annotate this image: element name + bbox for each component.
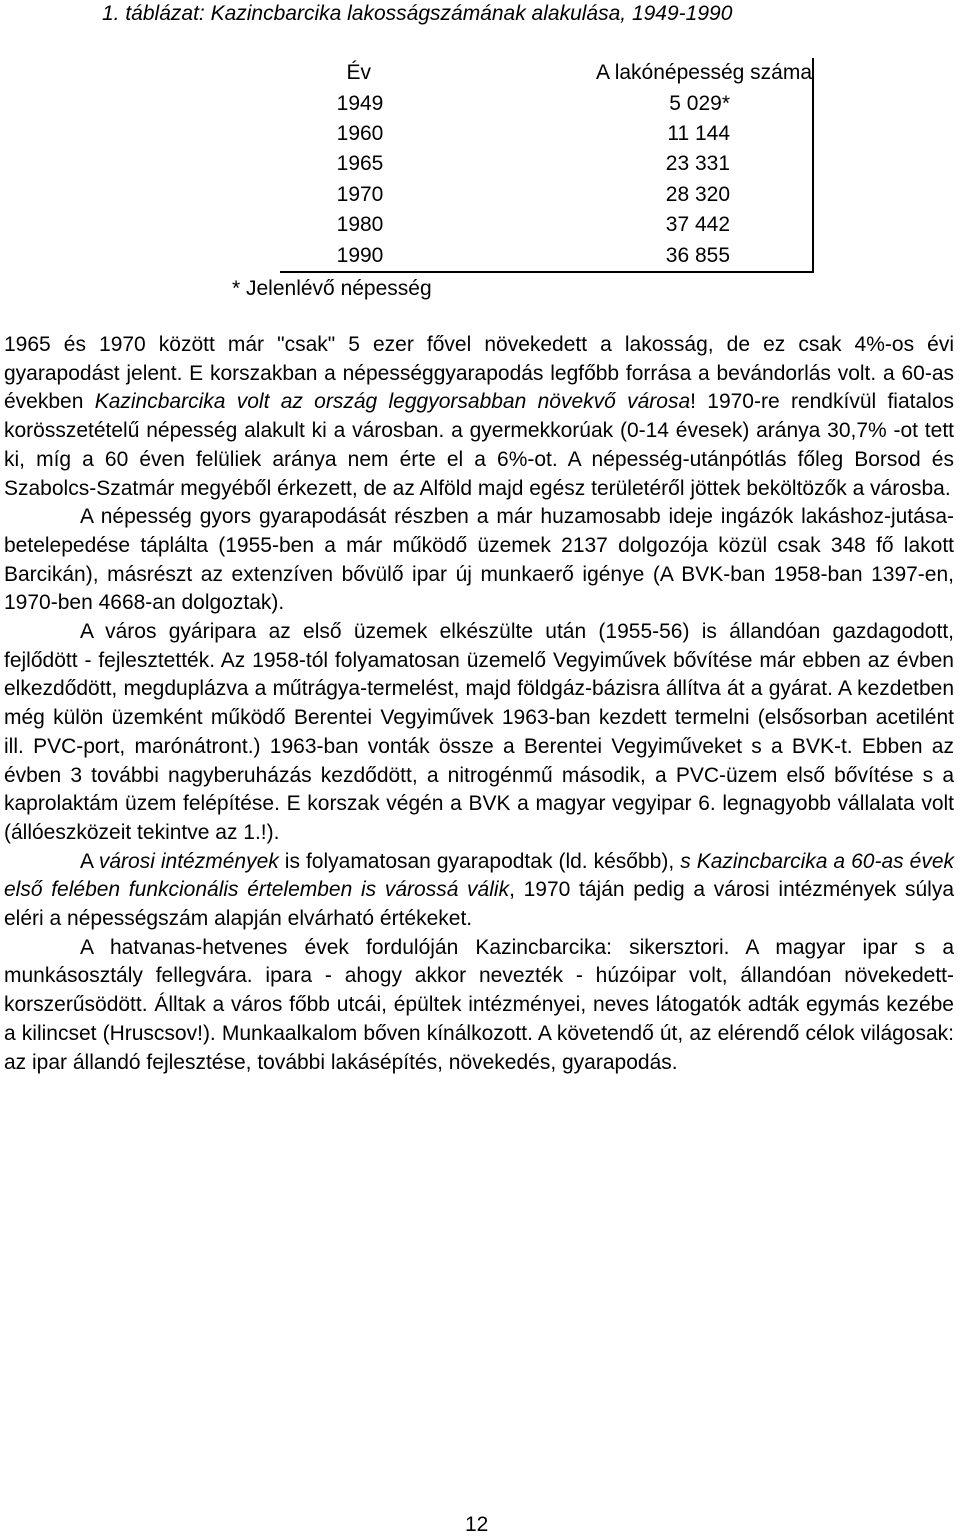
row-value: 36 855 (665, 243, 730, 267)
page-number: 12 (465, 1513, 489, 1536)
body-text (4, 331, 954, 1077)
paragraph-2: A népesség gyors gyarapodását részben a már huzamosabb ideje ingázók lakáshoz-jutása-betelepedése táplálta (1955-ben a már működő üzemek 2137 dolgozója közül csak 348 fő lakott Barcikán), másrészt az extenzíven bővülő ipar új munkaerő igénye (A BVK-ban 1958-ban 1397-en, 1970-ben 4668-an dolgoztak). (4, 505, 954, 615)
row-value: 5 029* (669, 91, 730, 115)
paragraph-5: A hatvanas-hetvenes évek fordulóján Kazincbarcika: sikersztori. A magyar ipar s a munkásosztály fellegvára. ipara - ahogy akkor nevezték - húzóipar volt, állandóan növekedett-korszerűsödött. Álltak a város főbb utcái, épültek intézményei, neves látogatók adták egymás kezébe a kilincset (Hruscsov!). Munkaalkalom bőven kínálkozott. A követendő út, az elérendő célok világosak: az ipar állandó fejlesztése, további lakásépítés, növekedés, gyarapodás. (4, 935, 954, 1074)
row-year: 1960 (336, 121, 384, 145)
p4-emphasis-1: városi intézmények (98, 849, 279, 873)
row-value: 23 331 (665, 152, 730, 176)
row-value: 11 144 (667, 121, 730, 145)
row-value: 28 320 (665, 182, 730, 206)
row-year: 1965 (336, 152, 384, 176)
p4-text-c: , 1970 táján pedig a városi intézmények súlya eléri a népességszám alapján elvárható értékeket. (4, 878, 955, 931)
table-caption: 1. táblázat: Kazincbarcika lakosságszámának alakulása, 1949-1990 (102, 2, 733, 25)
table-row (280, 119, 812, 149)
row-year: 1970 (336, 182, 384, 206)
header-value: A lakónépesség száma (596, 61, 812, 85)
row-year: 1980 (336, 213, 384, 237)
table-row (280, 180, 812, 210)
p1-text-b: ! 1970-re rendkívül fiatalos korösszetételű népesség alakult ki a városban. a gyermekkorúak (0-14 évesek) aránya 30,7% -ot tett ki, míg a 60 éven felüliek aránya nem érte el a 6%-ot. A népesség-utánpótlás főleg Borsod és Szabolcs-Szatmár megyéből érkezett, de az Alföld majd egész területéről jöttek beköltözők a városba. (4, 390, 955, 500)
table-footnote: * Jelenlévő népesség (232, 277, 432, 300)
p1-emphasis: Kazincbarcika volt az ország leggyorsabban növekvő városa (94, 390, 691, 414)
p1-text-a: 1965 és 1970 között már "csak" 5 ezer fővel növekedett a lakosság, de ez csak 4%-os évi gyarapodást jelent. E korszakban a népességgyarapodás legfőbb forrása a bevándorlás volt. a 60-as években (4, 333, 954, 414)
p4-emphasis-2: s Kazincbarcika a 60-as évek első felében funkcionális értelemben is várossá válik (4, 849, 955, 902)
paragraph-3: A város gyáripara az első üzemek elkészülte után (1955-56) is állandóan gazdagodott, fejlődött - fejlesztették. Az 1958-tól folyamatosan üzemelő Vegyiművek bővítése már ebben az évben elkezdődött, megduplázva a műtrágya-termelést, majd földgáz-bázisra állítva át a gyárat. A kezdetben még külön üzemként működő Berentei Vegyiművek 1963-ban kezdett termelni (elsősorban acetilént ill. PVC-port, marónátront.) 1963-ban vonták össze a Berentei Vegyiműveket s a BVK-t. Ebben az évben 3 további nagyberuházás kezdődött, a nitrogénmű második, a PVC-üzem első bővítése s a kaprolaktám üzem felépítése. E korszak végén a BVK a magyar vegyipar 6. legnagyobb vállalata volt (állóeszközeit tekintve az 1.!). (4, 620, 954, 844)
header-year: Év (346, 61, 372, 85)
row-value: 37 442 (665, 213, 730, 237)
table-row (280, 210, 812, 240)
row-year: 1949 (336, 91, 384, 115)
paragraph-4 (4, 848, 954, 934)
row-year: 1990 (336, 243, 384, 267)
table-row (280, 88, 812, 118)
population-table (280, 58, 814, 273)
table-header-row (280, 58, 812, 88)
table-row (280, 149, 812, 179)
p4-text-a: A (80, 849, 99, 873)
p4-text-b: is folyamatosan gyarapodtak (ld. később), (278, 849, 681, 873)
table-row (280, 240, 812, 270)
paragraph-1 (4, 331, 954, 503)
